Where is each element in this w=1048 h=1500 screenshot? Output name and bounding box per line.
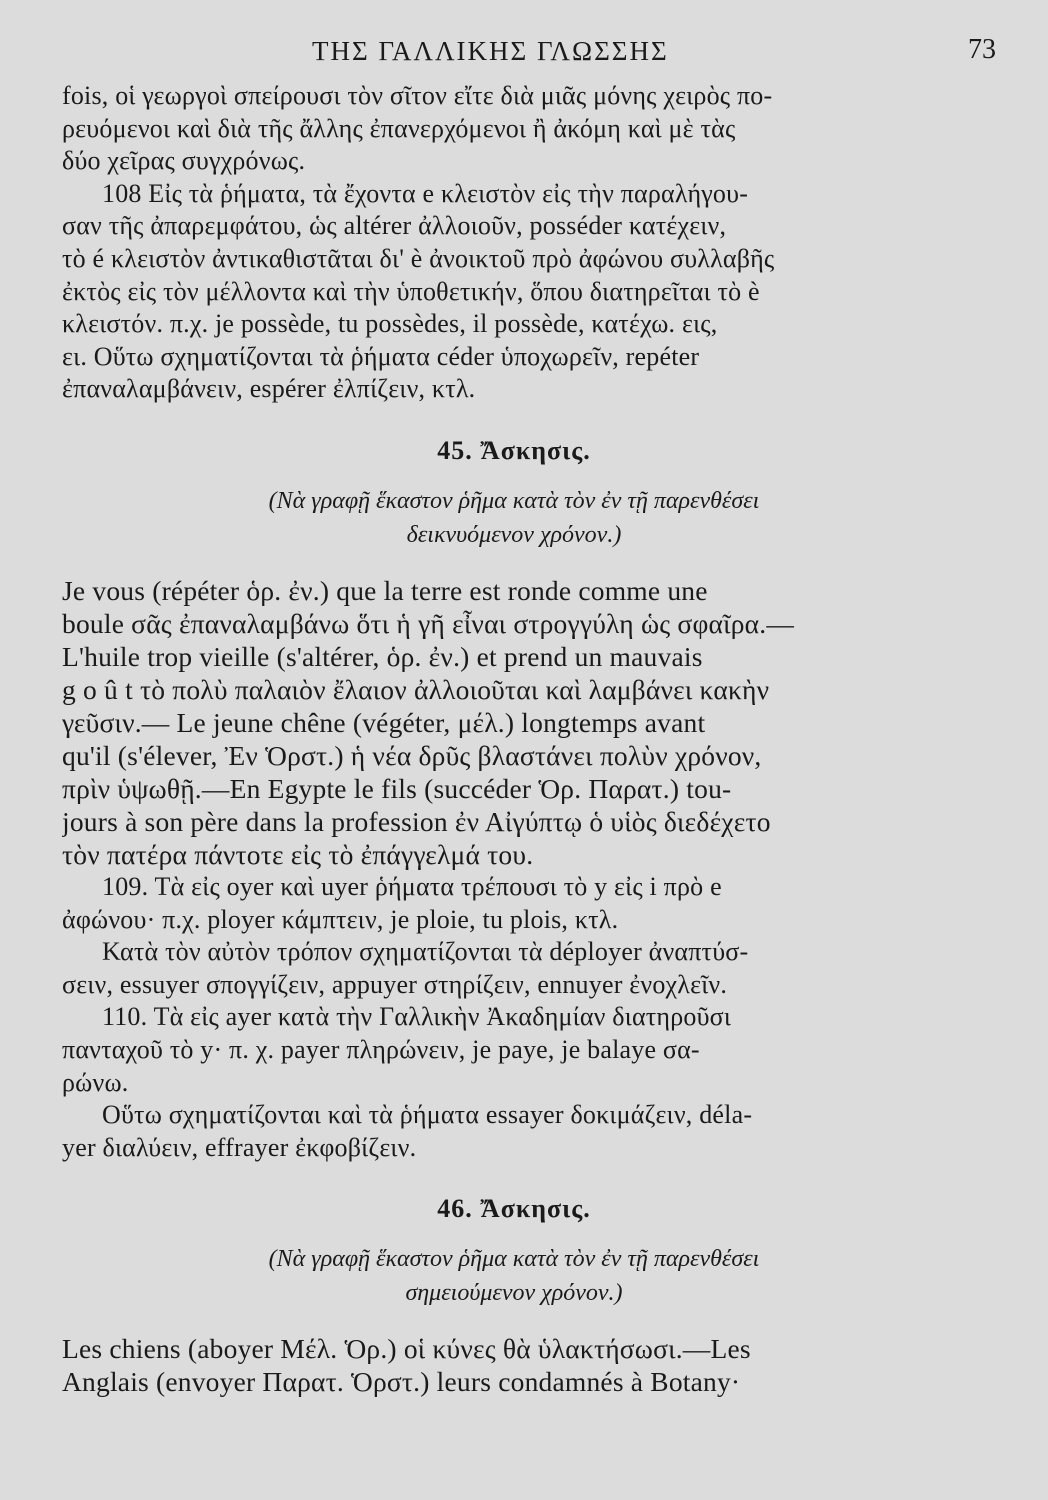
- instruction-line: (Νὰ γραφῇ ἕκαστον ῥῆμα κατὰ τὸν ἐν τῇ παρενθέσει: [268, 1246, 760, 1273]
- text-line: Les chiens (aboyer Μέλ. Ὁρ.) οἱ κύνες θὰ ὑλακτήσωσι.—Les: [62, 1333, 751, 1365]
- exercise-45-instruction: [62, 484, 966, 552]
- text-line: 108 Εἰς τὰ ῥήματα, τὰ ἔχοντα e κλειστὸν εἰς τὴν παραλήγου-: [102, 178, 749, 208]
- text-line: qu'il (s'élever, Ἐν Ὁρστ.) ἡ νέα δρῦς βλαστάνει πολὺν χρόνον,: [62, 739, 762, 771]
- exercise-46-title: 46. Ἄσκησις.: [437, 1194, 591, 1224]
- instruction-line: δεικνυόμενον χρόνον.): [406, 521, 622, 548]
- text-line: τὸν πατέρα πάντοτε εἰς τὸ ἐπάγγελμά του.: [62, 838, 534, 870]
- text-line: boule σᾶς ἐπαναλαμβάνω ὅτι ἡ γῆ εἶναι στρογγύλη ὡς σφαῖρα.—: [62, 607, 795, 639]
- text-line: jours à son père dans la profession ἐν Αἰγύπτῳ ὁ υἱὸς διεδέχετο: [62, 805, 771, 837]
- running-head: ΤΗΣ ΓΑΛΛΙΚΗΣ ΓΛΩΣΣΗΣ: [312, 36, 669, 66]
- text-line: σαν τῆς ἀπαρεμφάτου, ὡς altérer ἀλλοιοῦν, posséder κατέχειν,: [62, 211, 727, 241]
- text-line: ἐκτὸς εἰς τὸν μέλλοντα καὶ τὴν ὑποθετικήν, ὅπου διατηρεῖται τὸ è: [62, 276, 760, 306]
- paragraph-continuation: [62, 80, 966, 178]
- page-number: 73: [968, 34, 996, 65]
- text-line: Κατὰ τὸν αὐτὸν τρόπον σχηματίζονται τὰ déployer ἀναπτύσ-: [102, 937, 749, 967]
- text-line: σειν, essuyer σπογγίζειν, appuyer στηρίζειν, ennuyer ἐνοχλεῖν.: [62, 969, 728, 999]
- text-line: ἀφώνου· π.χ. ployer κάμπτειν, je ploie, tu plois, κτλ.: [62, 904, 619, 934]
- text-line: fois, οἱ γεωργοὶ σπείρουσι τὸν σῖτον εἴτε διὰ μιᾶς μόνης χειρὸς πο-: [62, 81, 773, 110]
- text-line: ει. Οὕτω σχηματίζονται τὰ ῥήματα céder ὑποχωρεῖν, repéter: [62, 341, 700, 371]
- text-line: yer διαλύειν, effrayer ἐκφοβίζειν.: [62, 1132, 417, 1162]
- paragraph-109: [62, 871, 966, 1001]
- text-line: Οὕτω σχηματίζονται καὶ τὰ ῥήματα essayer δοκιμάζειν, déla-: [102, 1100, 753, 1130]
- text-line: γεῦσιν.— Le jeune chêne (végéter, μέλ.) longtemps avant: [62, 706, 706, 738]
- text-line: πρὶν ὑψωθῇ.—En Egypte le fils (succéder Ὁρ. Παρατ.) tou-: [62, 772, 732, 804]
- text-line: Je vous (répéter ὁρ. ἐν.) que la terre est ronde comme une: [62, 574, 708, 606]
- exercise-46-instruction: [62, 1242, 966, 1310]
- exercise-46-body: [62, 1332, 966, 1398]
- text-line: g o û t τὸ πολὺ παλαιὸν ἔλαιον ἀλλοιοῦται καὶ λαμβάνει κακὴν: [62, 673, 770, 705]
- text-line: τὸ é κλειστὸν ἀντικαθιστᾶται δι' è ἀνοικτοῦ πρὸ ἀφώνου συλλαβῆς: [62, 243, 775, 273]
- exercise-45-title: 45. Ἄσκησις.: [437, 435, 591, 465]
- text-line: ρευόμενοι καὶ διὰ τῆς ἄλλης ἐπανερχόμενοι ἢ ἀκόμη καὶ μὲ τὰς: [62, 113, 736, 143]
- text-line: 109. Τὰ εἰς oyer καὶ uyer ῥήματα τρέπουσι τὸ y εἰς i πρὸ e: [102, 871, 722, 901]
- instruction-line: (Νὰ γραφῇ ἕκαστον ῥῆμα κατὰ τὸν ἐν τῇ παρενθέσει: [268, 487, 760, 514]
- text-line: δύο χεῖρας συγχρόνως.: [62, 146, 306, 176]
- text-line: πανταχοῦ τὸ y· π. χ. payer πληρώνειν, je paye, je balaye σα-: [62, 1034, 700, 1064]
- page-header: [62, 30, 996, 80]
- text-line: ἐπαναλαμβάνειν, espérer ἐλπίζειν, κτλ.: [62, 374, 476, 404]
- text-line: κλειστόν. π.χ. je possède, tu possèdes, il possède, κατέχω. εις,: [62, 309, 718, 339]
- text-line: ρώνω.: [62, 1067, 129, 1097]
- paragraph-110: [62, 1001, 966, 1164]
- text-line: Anglais (envoyer Παρατ. Ὁρστ.) leurs condamnés à Botany·: [62, 1366, 741, 1398]
- text-line: L'huile trop vieille (s'altérer, ὁρ. ἐν.) et prend un mauvais: [62, 640, 703, 672]
- paragraph-108: [62, 178, 966, 406]
- exercise-45-body: [62, 574, 966, 871]
- text-line: 110. Τὰ εἰς ayer κατὰ τὴν Γαλλικὴν Ἀκαδημίαν διατηροῦσι: [102, 1002, 732, 1032]
- instruction-line: σημειούμενον χρόνον.): [405, 1280, 623, 1307]
